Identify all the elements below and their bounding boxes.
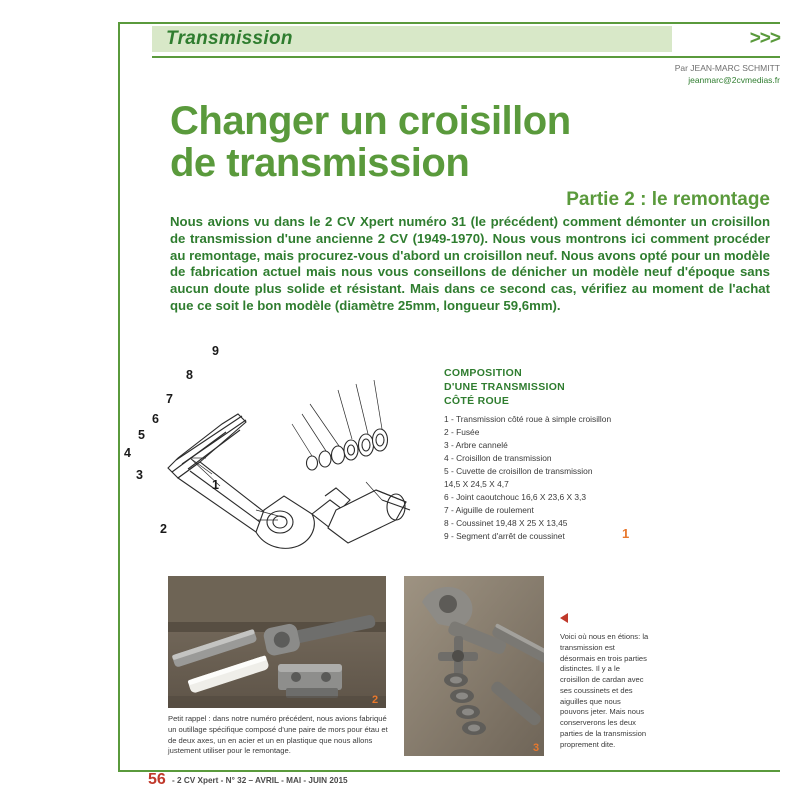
byline — [675, 62, 780, 87]
byline-email: jeanmarc@2cvmedias.fr — [688, 75, 780, 86]
callout-4: 4 — [124, 446, 131, 460]
byline-author: Par JEAN-MARC SCHMITT — [674, 63, 780, 73]
callout-1: 1 — [212, 478, 219, 492]
figure-number-1: 1 — [622, 526, 630, 541]
page-number: 56 — [148, 771, 166, 788]
photo-caption-2: Voici où nous en étions: la transmission est désormais en trois parties distinctes. Il y a le croisillon de cardan avec ses coussinets et des aiguilles que nous pouvons jeter. Mais nous conserverons les deux parties de la transmission proprement dite. — [560, 632, 649, 749]
list-item: 7 - Aiguille de roulement — [444, 505, 534, 516]
callout-6: 6 — [152, 412, 159, 426]
composition-title-line3: CÔTÉ ROUE — [444, 395, 510, 408]
list-item: 2 - Fusée — [444, 427, 480, 438]
section-title: Transmission — [166, 28, 293, 49]
page-title — [170, 100, 770, 184]
list-item: 5 - Cuvette de croisillon de transmission — [444, 466, 593, 477]
photo-caption-1: Petit rappel : dans notre numéro précédent, nous avions fabriqué un outillage spécifique composé d'une paire de mors pour étau et de deux axes, un en acier et un en plastique que nous allons justement utiliser pour le remontage. — [168, 714, 388, 756]
page-subtitle: Partie 2 : le remontage — [566, 189, 770, 210]
composition-title-line1: COMPOSITION — [444, 367, 522, 379]
lead-paragraph: Nous avions vu dans le 2 CV Xpert numéro 31 (le précédent) comment démonter un croisillon de transmission d'une ancienne 2 CV (1949-1970). Nous vous montrons ici comment procéder au remontage, mais procurez-vous d'abord un croisillon neuf. Nous avons opté pour un modèle de fabrication actuel mais nous vous conseillons de dénicher un modèle neuf d'époque sans aucun doute plus solide et résistant. Mais dans ce second cas, vérifiez au moment de l'achat que ce soit le bon modèle (diamètre 25mm, longueur 59,6mm). — [170, 214, 770, 313]
list-item: 9 - Segment d'arrêt de coussinet — [444, 531, 565, 542]
callout-2: 2 — [160, 522, 167, 536]
side-title-bar — [118, 22, 146, 770]
list-item: 6 - Joint caoutchouc 16,6 X 23,6 X 3,3 — [444, 492, 587, 503]
composition-list — [444, 413, 684, 543]
photo-badge-3: 3 — [533, 742, 540, 754]
callout-5: 5 — [138, 428, 145, 442]
page-title-line2: de transmission — [170, 141, 470, 185]
callout-9: 9 — [212, 344, 219, 358]
footer-publication: - 2 CV Xpert - N° 32 – AVRIL - MAI - JUIN 2015 — [172, 776, 348, 785]
header-chevrons-icon: >>> — [749, 28, 780, 49]
page-title-line1: Changer un croisillon — [170, 99, 571, 143]
callout-8: 8 — [186, 368, 193, 382]
composition-title-line2: D'UNE TRANSMISSION — [444, 381, 566, 394]
arrow-left-icon — [560, 613, 568, 623]
list-item: 3 - Arbre cannelé — [444, 440, 508, 451]
top-rule — [118, 22, 780, 24]
composition-title — [444, 366, 565, 409]
photo-workbench-tools — [168, 576, 386, 708]
callout-7: 7 — [166, 392, 173, 406]
footer-rule — [118, 770, 780, 772]
list-item: 14,5 X 24,5 X 4,7 — [444, 479, 509, 490]
photo-badge-2: 2 — [372, 694, 379, 706]
list-item: 1 - Transmission côté roue à simple croisillon — [444, 414, 612, 424]
list-item: 8 - Coussinet 19,48 X 25 X 13,45 — [444, 518, 568, 529]
drawing-svg — [160, 350, 440, 560]
callout-3: 3 — [136, 468, 143, 482]
header-rule — [152, 56, 780, 58]
list-item: 4 - Croisillon de transmission — [444, 453, 552, 464]
photo-disassembled-transmission — [404, 576, 544, 756]
exploded-drawing — [124, 344, 440, 560]
